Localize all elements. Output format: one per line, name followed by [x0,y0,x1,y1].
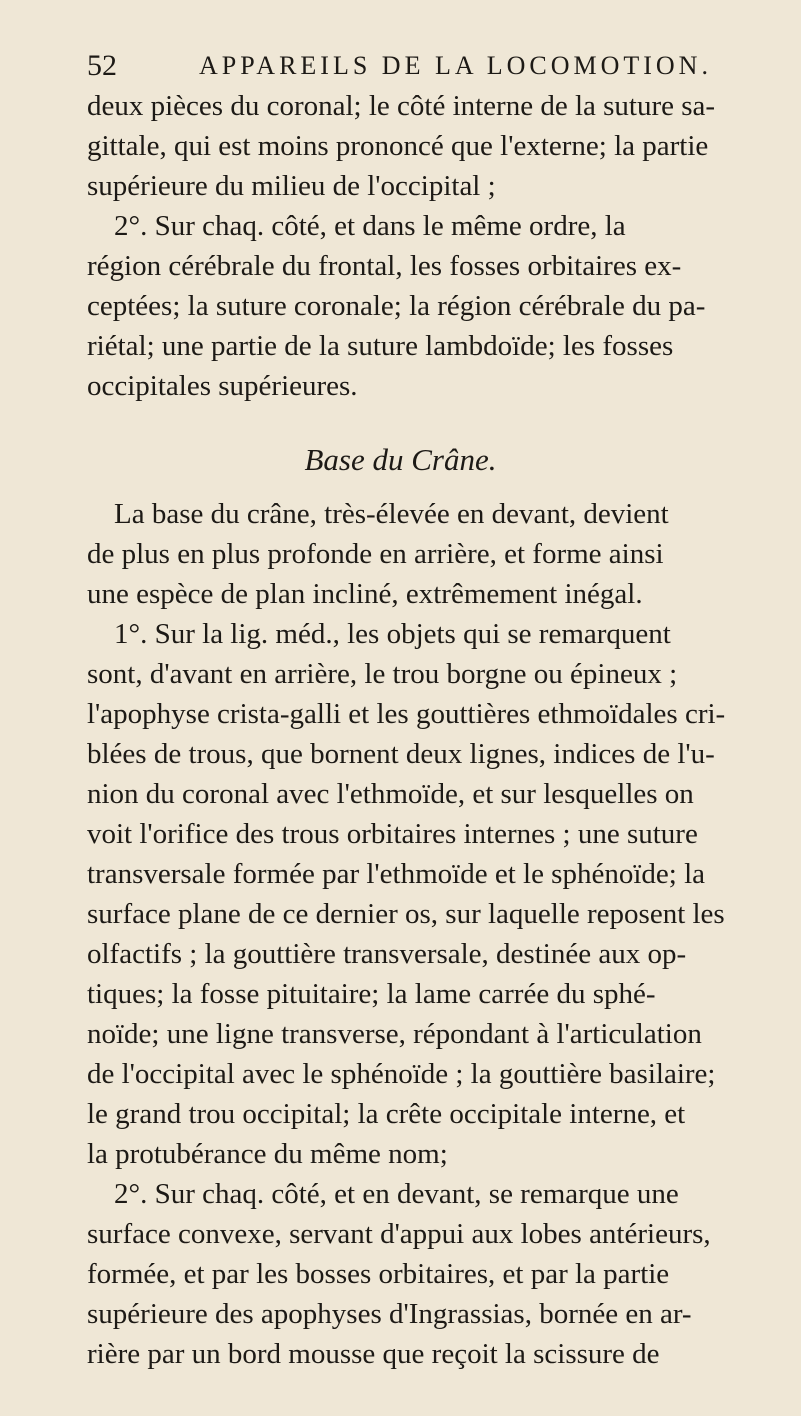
text-line: deux pièces du coronal; le côté interne de la suture sa- [87,90,716,122]
text-line: de plus en plus profonde en arrière, et forme ainsi [87,538,664,570]
text-line: rière par un bord mousse que reçoit la scissure de [87,1338,660,1370]
running-head [87,46,737,86]
text-line: la protubérance du même nom; [87,1138,448,1170]
text-line: 1°. Sur la lig. méd., les objets qui se remarquent [114,618,671,650]
text-line: surface convexe, servant d'appui aux lobes antérieurs, [87,1218,711,1250]
text-line: région cérébrale du frontal, les fosses orbitaires ex- [87,250,682,282]
text-line: nion du coronal avec l'ethmoïde, et sur lesquelles on [87,778,694,810]
text-line: supérieure du milieu de l'occipital ; [87,170,496,202]
text-line: tiques; la fosse pituitaire; la lame carrée du sphé- [87,978,656,1010]
page-number: 52 [87,49,117,82]
text-line: 2°. Sur chaq. côté, et dans le même ordre, la [114,210,626,242]
text-line: supérieure des apophyses d'Ingrassias, bornée en ar- [87,1298,692,1330]
text-line: l'apophyse crista-galli et les gouttières ethmoïdales cri- [87,698,726,730]
text-line: blées de trous, que bornent deux lignes, indices de l'u- [87,738,715,770]
text-line: formée, et par les bosses orbitaires, et par la partie [87,1258,670,1290]
text-line: surface plane de ce dernier os, sur laquelle reposent les [87,898,725,930]
text-line: occipitales supérieures. [87,370,358,402]
section-heading: Base du Crâne. [304,442,497,477]
text-line: noïde; une ligne transverse, répondant à l'articulation [87,1018,702,1050]
text-line: gittale, qui est moins prononcé que l'externe; la partie [87,130,709,162]
text-line: 2°. Sur chaq. côté, et en devant, se remarque une [114,1178,679,1210]
text-line: riétal; une partie de la suture lambdoïde; les fosses [87,330,674,362]
text-line: le grand trou occipital; la crête occipitale interne, et [87,1098,686,1130]
text-line: olfactifs ; la gouttière transversale, destinée aux op- [87,938,687,970]
text-line: une espèce de plan incliné, extrêmement inégal. [87,578,643,610]
text-line: transversale formée par l'ethmoïde et le sphénoïde; la [87,858,706,890]
text-line: voit l'orifice des trous orbitaires internes ; une suture [87,818,698,850]
text-line: de l'occipital avec le sphénoïde ; la gouttière basilaire; [87,1058,716,1090]
text-line: ceptées; la suture coronale; la région cérébrale du pa- [87,290,706,322]
running-title: APPAREILS DE LA LOCOMOTION. [199,51,712,80]
text-line: La base du crâne, très-élevée en devant, devient [114,498,669,530]
text-line: sont, d'avant en arrière, le trou borgne ou épineux ; [87,658,678,690]
